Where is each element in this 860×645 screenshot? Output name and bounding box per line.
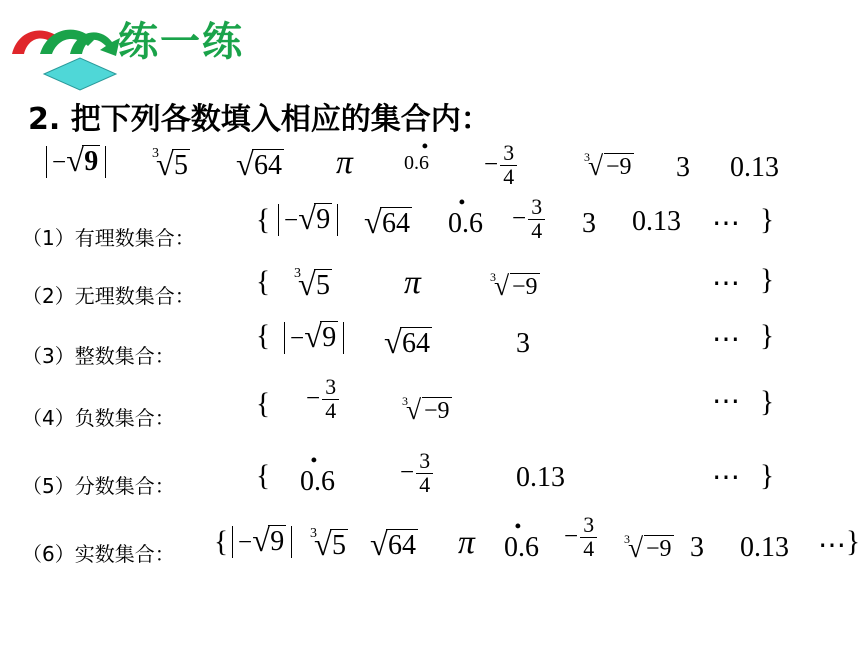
- right-brace: }: [760, 460, 775, 492]
- cbrt-neg-9: √ 3 −9: [496, 274, 540, 301]
- abs-neg-sqrt9: −√ 9: [284, 322, 344, 354]
- set-label-irrational: （2）无理数集合：: [22, 284, 195, 308]
- cbrt-5: √ 3 5: [158, 150, 190, 182]
- cbrt-neg-9: √ 3 −9: [630, 536, 674, 563]
- neg-three-quarters: − $\frac{3}{4}$: [306, 376, 339, 423]
- page-title: 练一练: [118, 19, 244, 65]
- neg-three-quarters: − $\frac{3}{4}$: [564, 514, 597, 561]
- number-0-13: 0.13: [632, 206, 681, 237]
- pi-symbol: π: [404, 264, 421, 301]
- cbrt-5: √ 3 5: [316, 530, 348, 562]
- repeating-0-6: 0.6 •: [300, 450, 335, 497]
- ellipsis: ⋯: [712, 462, 740, 493]
- right-brace: }: [760, 320, 775, 352]
- pi-symbol: π: [336, 144, 353, 181]
- pi-symbol: π: [458, 524, 475, 561]
- neg-three-quarters: − $\frac{3}{4}$: [400, 450, 433, 497]
- abs-neg-sqrt9: −√ 9: [46, 146, 106, 178]
- right-brace: }: [760, 386, 775, 418]
- left-brace: {: [256, 388, 271, 420]
- repeating-0-6: 0.6 •: [404, 136, 429, 174]
- left-brace: {: [256, 320, 271, 352]
- number-0-13: 0.13: [740, 532, 789, 563]
- set-label-integer: （3）整数集合：: [22, 344, 175, 368]
- neg-three-quarters: − $\frac{3}{4}$: [512, 196, 545, 243]
- neg-three-quarters: − $\frac{3}{4}$: [484, 142, 517, 189]
- ellipsis: ⋯: [712, 208, 740, 239]
- repeating-0-6: 0.6 •: [504, 516, 539, 563]
- right-brace: }: [760, 204, 775, 236]
- sqrt-64: √ 64: [366, 208, 412, 240]
- number-3: 3: [582, 208, 596, 239]
- set-label-rational: （1）有理数集合：: [22, 226, 195, 250]
- number-0-13: 0.13: [730, 152, 779, 183]
- repeating-0-6: 0.6 •: [448, 192, 483, 239]
- cbrt-neg-9: √ 3 −9: [590, 154, 634, 181]
- sqrt-64: √ 64: [386, 328, 432, 360]
- abs-neg-sqrt9: −√ 9: [232, 526, 292, 558]
- ellipsis: ⋯: [712, 386, 740, 417]
- number-3: 3: [676, 152, 690, 183]
- left-brace: {: [256, 204, 271, 236]
- left-brace: {: [256, 460, 271, 492]
- ellipsis: ⋯: [712, 324, 740, 355]
- number-0-13: 0.13: [516, 462, 565, 493]
- set-label-fraction: （5）分数集合：: [22, 474, 175, 498]
- cbrt-neg-9: √ 3 −9: [408, 398, 452, 425]
- right-brace: }: [846, 526, 860, 558]
- number-3: 3: [690, 532, 704, 563]
- set-label-real: （6）实数集合：: [22, 542, 175, 566]
- left-brace: {: [214, 526, 229, 558]
- question-text: 2. 把下列各数填入相应的集合内：: [28, 102, 491, 137]
- set-label-negative: （4）负数集合：: [22, 406, 175, 430]
- sqrt-64: √ 64: [238, 150, 284, 182]
- right-brace: }: [760, 264, 775, 296]
- sqrt-64: √ 64: [372, 530, 418, 562]
- left-brace: {: [256, 266, 271, 298]
- number-3: 3: [516, 328, 530, 359]
- cbrt-5: √ 3 5: [300, 270, 332, 302]
- ellipsis: ⋯: [712, 268, 740, 299]
- abs-neg-sqrt9: −√ 9: [278, 204, 338, 236]
- ellipsis: ⋯: [818, 530, 846, 561]
